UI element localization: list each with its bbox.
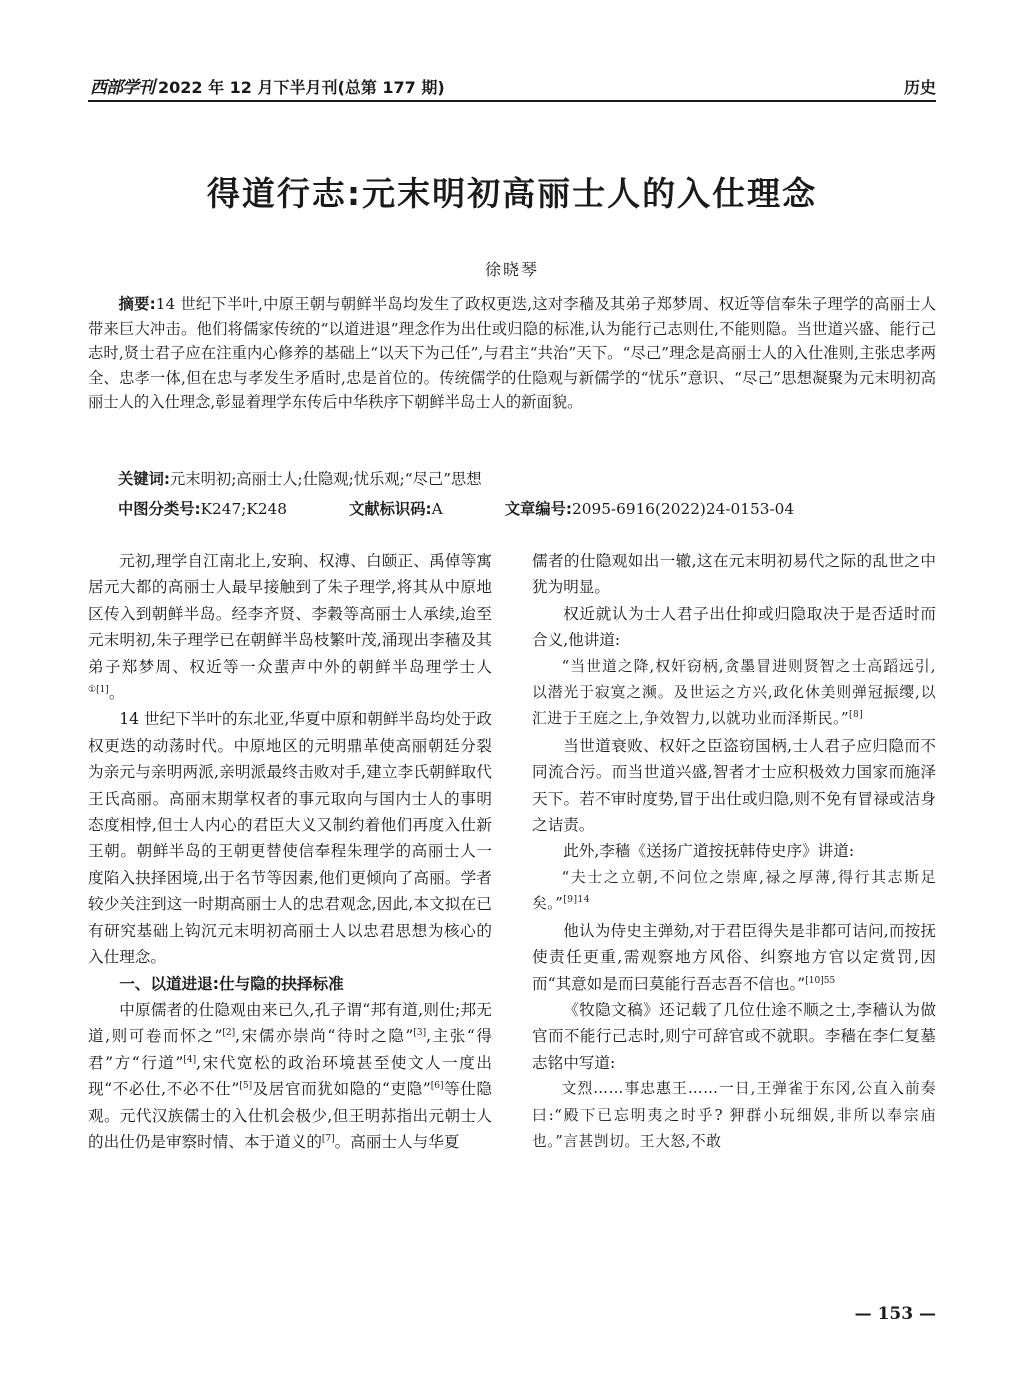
footnote-ref: ①[1]: [88, 684, 109, 695]
paragraph-text: 等仕隐观。元代汉族儒士的入仕机会极少,但王明荪指出元朝士人的出仕仍是审察时情、本于道义的: [88, 1080, 492, 1151]
classification-line: [118, 497, 936, 519]
paragraph-text: 及居官而犹如隐的“吏隐”: [252, 1080, 431, 1099]
paragraph-text: 。: [108, 684, 125, 703]
paragraph: 此外,李穑《送扬广道按抚韩侍史序》讲道:: [563, 842, 855, 861]
paragraph: [88, 997, 492, 1155]
citation-ref: [9]14: [563, 895, 590, 906]
paragraph: [88, 548, 492, 706]
citation-ref: [7]: [321, 1133, 335, 1144]
citation-ref: [4]: [183, 1054, 197, 1065]
paragraph: 当世道衰败、权奸之臣盗窃国柄,士人君子应归隐而不同流合污。而当世道兴盛,智者才士应积极效力国家而施泽天下。若不审时度势,冒于出仕或归隐,则不免有冒禄或洁身之诘责。: [532, 736, 936, 835]
citation-ref: [3]: [413, 1028, 427, 1039]
paragraph-text: 。高丽士人与华夏: [334, 1132, 460, 1151]
section-heading: 一、以道进退:仕与隐的抉择标准: [119, 974, 344, 993]
clc-value: K247;K248: [200, 500, 288, 518]
keywords-label: 关键词:: [118, 470, 171, 488]
citation-ref: [2]: [222, 1028, 236, 1039]
quote-text: “夫士之立朝,不问位之崇庳,禄之厚薄,得行其志斯足矣。”: [532, 868, 936, 913]
article-author: 徐晓琴: [484, 260, 539, 279]
article-number-value: 2095-6916(2022)24-0153-04: [572, 500, 795, 518]
document-code: [349, 497, 443, 519]
paragraph: [532, 918, 936, 997]
paragraph: 《牧隐文稿》还记载了几位仕途不顺之士,李穑认为做官而不能行己志时,则宁可辞官或不就职。李穑在李仁复墓志铭中写道:: [532, 1000, 936, 1072]
paragraph: 权近就认为士人君子出仕抑或归隐取决于是否适时而合义,他讲道:: [532, 604, 936, 650]
citation-ref: [10]55: [805, 975, 836, 986]
issue-info: 2022 年 12 月下半月刊(总第 177 期): [158, 78, 445, 97]
clc-number: [118, 497, 287, 519]
paragraph: 儒者的仕隐观如出一辙,这在元末明初易代之际的乱世之中犹为明显。: [532, 552, 936, 597]
block-quote: [532, 865, 936, 918]
running-header: [90, 72, 936, 98]
paragraph-text: ,主张“得君”方“行道”: [88, 1027, 492, 1072]
paragraph-text: ,宋代宽松的政治环境甚至使文人一度出现“不必仕,不必不仕”: [88, 1053, 492, 1099]
citation-ref: [5]: [239, 1080, 253, 1091]
clc-label: 中图分类号:: [118, 500, 201, 518]
journal-logo: 西部学刊: [90, 78, 154, 98]
abstract: [88, 292, 936, 415]
paragraph-text: ,宋儒亦崇尚“待时之隐”: [235, 1027, 414, 1046]
paragraph-text: 元初,理学自江南北上,安珦、权溥、白颐正、禹倬等寓居元大都的高丽士人最早接触到了朱子理学,将其从中原地区传入到朝鲜半岛。经李齐贤、李穀等高丽士人承续,迨至元末明初,朱子理学已在朝鲜半岛枝繁叶茂,涌现出李穑及其弟子郑梦周、权近等一众蜚声中外的朝鲜半岛理学士人: [88, 552, 492, 676]
abstract-label: 摘要:: [118, 295, 156, 313]
paragraph-text: 中原儒者的仕隐观由来已久,孔子谓“邦有道,则仕;邦无道,则可卷而怀之”: [88, 1000, 492, 1046]
keywords-text: 元末明初;高丽士人;仕隐观;忧乐观;“尽己”思想: [170, 470, 482, 488]
block-quote: 文烈……事忠惠王……一日,王弹雀于东冈,公直入前奏曰:“殿下已忘明夷之时乎? 狎群小玩细娱,非所以奉宗庙也。”言甚剀切。王大怒,不敢: [532, 1080, 936, 1150]
abstract-text: 14 世纪下半叶,中原王朝与朝鲜半岛均发生了政权更迭,这对李穑及其弟子郑梦周、权近等信奉朱子理学的高丽士人带来巨大冲击。他们将儒家传统的“以道进退”理念作为出仕或归隐的标准,认为能行己志则仕,不能则隐。当世道兴盛、能行己志时,贤士君子应在注重内心修养的基础上“以天下为己任”,与君主“共治”天下。“尽己”理念是高丽士人的入仕准则,主张忠孝两全、忠孝一体,但在忠与孝发生矛盾时,忠是首位的。传统儒学的仕隐观与新儒学的“忧乐”意识、“尽己”思想凝聚为元末明初高丽士人的入仕理念,彰显着理学东传后中华秩序下朝鲜半岛士人的新面貌。: [88, 295, 936, 411]
block-quote: [532, 654, 936, 733]
paragraph: 14 世纪下半叶的东北亚,华夏中原和朝鲜半岛均处于政权更迭的动荡时代。中原地区的元明鼎革使高丽朝廷分裂为亲元与亲明两派,亲明派最终击败对手,建立李氏朝鲜取代王氏高丽。高丽末期掌权者的事元取向与国内士人的事明态度相悖,但士人内心的君臣大义又制约着他们再度入仕新王朝。朝鲜半岛的王朝更替使信奉程朱理学的高丽士人一度陷入抉择困境,出于名节等因素,他们更倾向了高丽。学者较少关注到这一时期高丽士人的忠君观念,因此,本文拟在已有研究基础上钩沉元末明初高丽士人以忠君思想为核心的入仕理念。: [88, 710, 493, 967]
citation-ref: [8]: [849, 710, 864, 721]
citation-ref: [6]: [430, 1080, 444, 1091]
keywords: [118, 467, 936, 489]
doc-code-value: A: [431, 500, 443, 518]
article-number-label: 文章编号:: [504, 500, 572, 518]
quote-text: “当世道之降,权奸窃柄,贪墨冒进则贤智之士高蹈远引,以潜光于寂寞之濒。及世运之方兴,政化休美则弹冠振缨,以汇进于王庭之上,争效智力,以就功业而泽斯民。”: [532, 657, 936, 728]
paragraph-text: 他认为侍史主弹劾,对于君臣得失是非都可诘问,而按抚使责任更重,需观察地方风俗、纠察地方官以定赏罚,因而“其意如是而曰莫能行吾志吾不信也。”: [532, 921, 936, 993]
header-left: [90, 73, 445, 98]
header-divider: [88, 100, 936, 102]
right-column: [532, 548, 936, 1155]
section-label: 历史: [903, 78, 936, 97]
article-number: [505, 497, 794, 519]
article-title: 得道行志:元末明初高丽士人的入仕理念: [206, 174, 818, 213]
left-column: [88, 548, 492, 1155]
doc-code-label: 文献标识码:: [349, 500, 432, 518]
page-number: — 153 —: [854, 1304, 936, 1324]
